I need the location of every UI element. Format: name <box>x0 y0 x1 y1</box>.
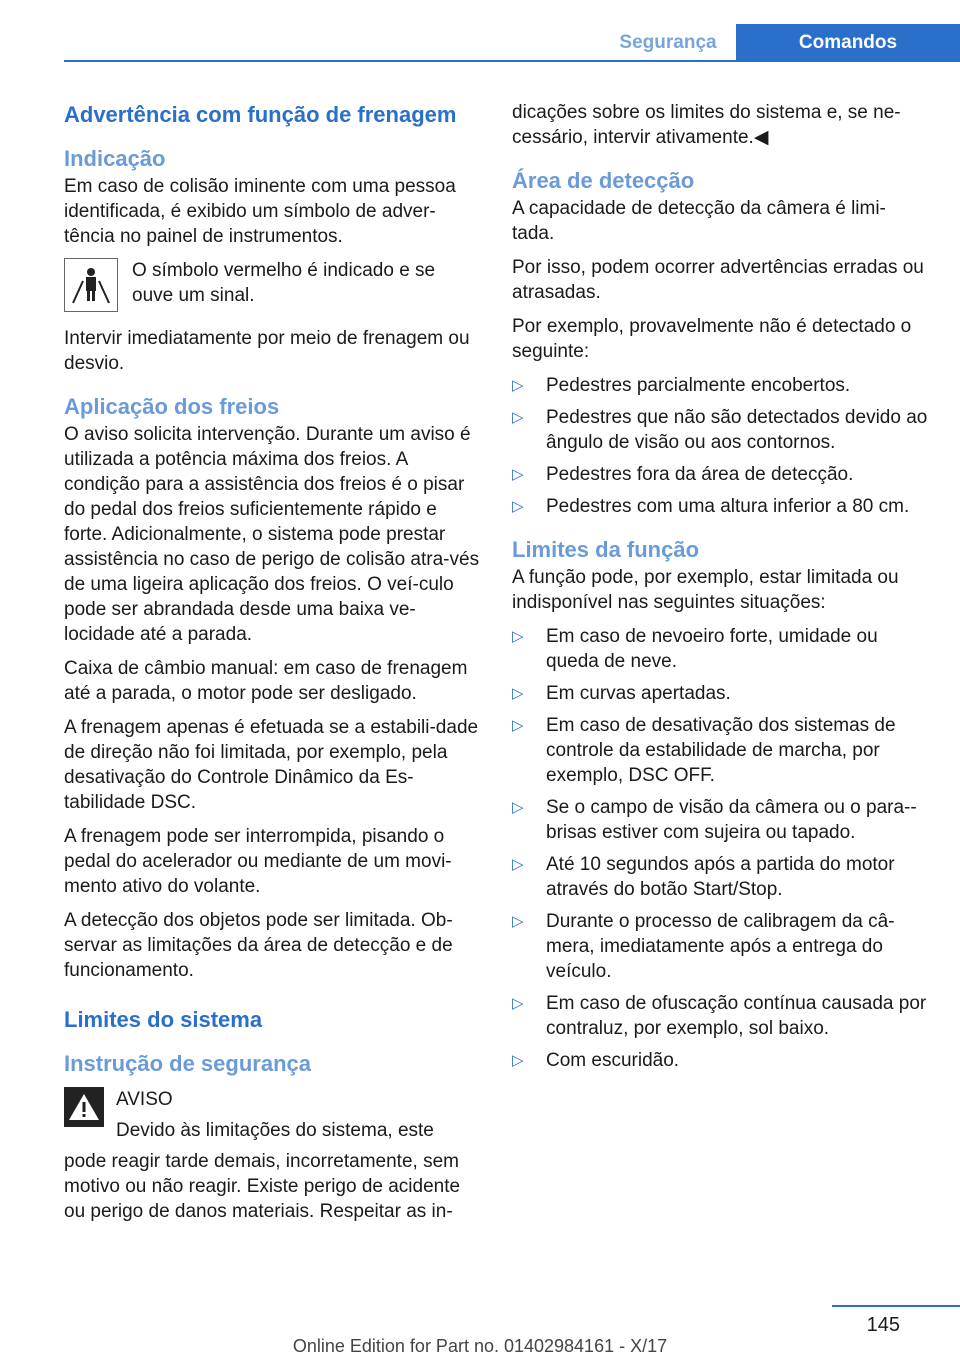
paragraph: Intervir imediatamente por meio de frenagem ou desvio. <box>64 328 470 374</box>
bullet-triangle-icon: ▷ <box>512 628 524 645</box>
paragraph: Por exemplo, provavelmente não é detectado o seguinte: <box>512 316 912 362</box>
list-item: ▷ Pedestres com uma altura inferior a 80 cm. <box>512 496 910 517</box>
subheading-aplicacao: Aplicação dos freios <box>64 394 280 419</box>
bullet-triangle-icon: ▷ <box>512 1052 524 1069</box>
subheading-indicacao: Indicação <box>64 146 166 171</box>
bullet-triangle-icon: ▷ <box>512 717 524 734</box>
paragraph: A função pode, por exemplo, estar limitada ou indisponível nas seguintes situações: <box>512 567 899 613</box>
warning-triangle-icon <box>64 1087 104 1127</box>
paragraph: A detecção dos objetos pode ser limitada. Ob-servar as limitações da área de detecção e de funcionamento. <box>64 910 453 981</box>
warning-title: AVISO <box>116 1089 173 1110</box>
right-column <box>512 100 928 1089</box>
edition-footer: Online Edition for Part no. 01402984161 - X/17 <box>292 1336 668 1356</box>
list-item: ▷ Até 10 segundos após a partida do motor através do botão Start/Stop. <box>512 854 895 900</box>
warning-block <box>64 1087 480 1149</box>
paragraph: A frenagem apenas é efetuada se a estabili-dade de direção não foi limitada, por exemplo, pela desativação do Controle Dinâmico da Es-tabilidade DSC. <box>64 717 479 813</box>
list-item: ▷ Se o campo de visão da câmera ou o para--brisas estiver com sujeira ou tapado. <box>512 797 917 843</box>
subheading-area: Área de detecção <box>512 168 695 193</box>
subheading-funcao: Limites da função <box>512 537 700 562</box>
section-title-limites-sistema: Limites do sistema <box>64 1007 263 1032</box>
paragraph: A frenagem pode ser interrompida, pisando o pedal do acelerador ou mediante de um movi-mento ativo do volante. <box>64 826 452 897</box>
paragraph: Caixa de câmbio manual: em caso de frenagem até a parada, o motor pode ser desligado. <box>64 658 468 704</box>
bullet-triangle-icon: ▷ <box>512 466 524 483</box>
symbol-description: O símbolo vermelho é indicado e se ouve um sinal. <box>132 260 436 306</box>
paragraph: Em caso de colisão iminente com uma pessoa identificada, é exibido um símbolo de adver-tência no painel de instrumentos. <box>64 176 456 247</box>
pedestrian-warning-icon <box>64 258 118 312</box>
paragraph: Por isso, podem ocorrer advertências erradas ou atrasadas. <box>512 257 924 303</box>
list-area <box>512 373 928 519</box>
list-item: ▷ Em caso de ofuscação contínua causada por contraluz, por exemplo, sol baixo. <box>512 993 927 1039</box>
list-item: ▷ Com escuridão. <box>512 1050 680 1071</box>
paragraph: A capacidade de detecção da câmera é limi-tada. <box>512 198 886 244</box>
left-column <box>64 100 480 1224</box>
list-item: ▷ Em caso de nevoeiro forte, umidade ou queda de neve. <box>512 626 878 672</box>
bullet-triangle-icon: ▷ <box>512 377 524 394</box>
list-item: ▷ Pedestres parcialmente encobertos. <box>512 375 851 396</box>
bullet-triangle-icon: ▷ <box>512 995 524 1012</box>
list-item: ▷ Durante o processo de calibragem da câ-mera, imediatamente após a entrega do veículo. <box>512 911 895 982</box>
list-item: ▷ Pedestres fora da área de detecção. <box>512 464 854 485</box>
symbol-row <box>64 258 480 312</box>
list-item: ▷ Em caso de desativação dos sistemas de controle da estabilidade de marcha, por exemplo, DSC OFF. <box>512 715 896 786</box>
bullet-triangle-icon: ▷ <box>512 856 524 873</box>
warning-body: pode reagir tarde demais, incorretamente, sem motivo ou não reagir. Existe perigo de acidente ou perigo de danos materiais. Respeitar as in- <box>64 1151 461 1222</box>
bullet-triangle-icon: ▷ <box>512 685 524 702</box>
footer-rule <box>832 1305 960 1307</box>
bullet-triangle-icon: ▷ <box>512 913 524 930</box>
bullet-triangle-icon: ▷ <box>512 409 524 426</box>
list-funcao <box>512 624 928 1073</box>
subheading-instrucao: Instrução de segurança <box>64 1051 311 1076</box>
tab-seguranca[interactable]: Segurança <box>619 32 717 53</box>
tab-comandos[interactable]: Comandos <box>736 24 960 62</box>
list-item: ▷ Em curvas apertadas. <box>512 683 731 704</box>
paragraph-continued: dicações sobre os limites do sistema e, se ne-cessário, intervir ativamente.◀ <box>512 102 901 148</box>
page-number: 145 <box>866 1314 900 1336</box>
list-item: ▷ Pedestres que não são detectados devido ao ângulo de visão ou aos contornos. <box>512 407 928 453</box>
bullet-triangle-icon: ▷ <box>512 799 524 816</box>
warning-first-line: Devido às limitações do sistema, este <box>116 1120 434 1141</box>
paragraph: O aviso solicita intervenção. Durante um aviso é utilizada a potência máxima dos freios. A condição para a assistência dos freios é o pisar do pedal dos freios suficientemente rápido e forte. Adicionalmente, o sistema pode prestar assistência no caso de perigo de colisão atra-vés de uma ligeira aplicação dos freios. O veí-culo pode ser abrandada desde uma baixa ve-locidade até a parada. <box>64 424 480 645</box>
section-title-warning: Advertência com função de frenagem <box>64 102 457 127</box>
bullet-triangle-icon: ▷ <box>512 498 524 515</box>
